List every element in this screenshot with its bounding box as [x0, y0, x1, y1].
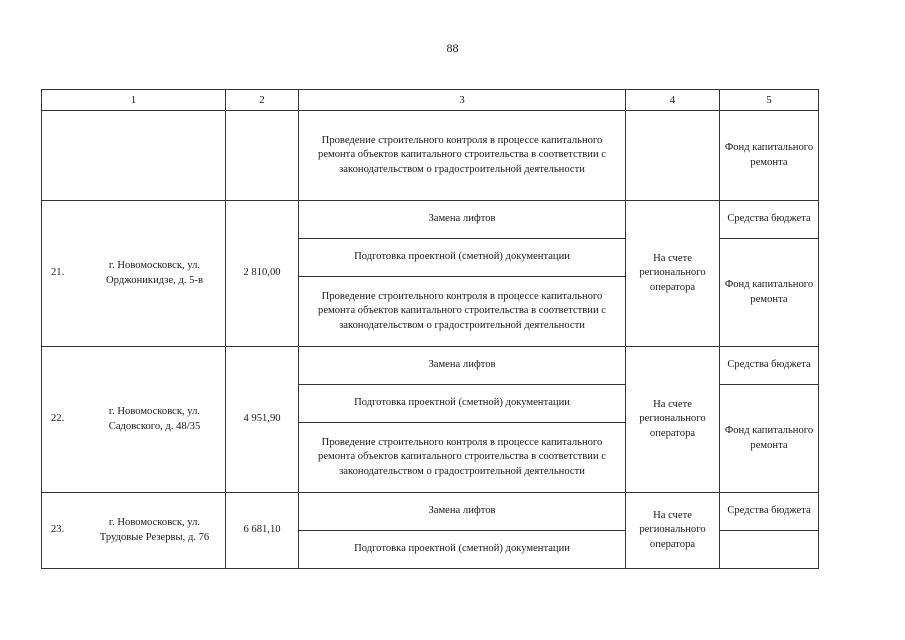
account-cell: На счете регионального оператора: [626, 493, 720, 569]
repair-plan-table: [41, 89, 819, 569]
work-type-cell: Подготовка проектной (сметной) документации: [299, 239, 626, 277]
col-header-2: 2: [226, 90, 299, 111]
area-cell: [226, 111, 299, 201]
funding-source-cell: Фонд капитального ремонта: [720, 111, 819, 201]
area-cell: 2 810,00: [226, 201, 299, 347]
row-number: 23.: [51, 524, 65, 536]
area-cell: 6 681,10: [226, 493, 299, 569]
col-header-5: 5: [720, 90, 819, 111]
address-cell: [42, 347, 226, 493]
table-row: [42, 201, 819, 239]
object-address: г. Новомосковск, ул. Садовского, д. 48/35: [108, 406, 201, 432]
area-cell: 4 951,90: [226, 347, 299, 493]
work-type-cell: Подготовка проектной (сметной) документации: [299, 385, 626, 423]
address-cell: [42, 493, 226, 569]
table-row: [42, 493, 819, 531]
account-cell: На счете регионального оператора: [626, 201, 720, 347]
work-type-cell: Замена лифтов: [299, 201, 626, 239]
work-type-cell: Проведение строительного контроля в процессе капитального ремонта объектов капитального строительства в соответствии с законодательством о градостроительной деятельности: [299, 111, 626, 201]
work-type-cell: Проведение строительного контроля в процессе капитального ремонта объектов капитального строительства в соответствии с законодательством о градостроительной деятельности: [299, 277, 626, 347]
table-row: [42, 111, 819, 201]
work-type-cell: Подготовка проектной (сметной) документации: [299, 531, 626, 569]
object-address: г. Новомосковск, ул. Орджоникидзе, д. 5-в: [106, 260, 203, 286]
funding-source-cell: [720, 531, 819, 569]
row-number: 22.: [51, 413, 65, 425]
work-type-cell: Проведение строительного контроля в процессе капитального ремонта объектов капитального строительства в соответствии с законодательством о градостроительной деятельности: [299, 423, 626, 493]
object-address: г. Новомосковск, ул. Трудовые Резервы, д. 76: [99, 517, 210, 543]
funding-source-cell: Фонд капитального ремонта: [720, 385, 819, 493]
col-header-4: 4: [626, 90, 720, 111]
work-type-cell: Замена лифтов: [299, 493, 626, 531]
table-row: [42, 347, 819, 385]
funding-source-cell: Средства бюджета: [720, 493, 819, 531]
col-header-3: 3: [299, 90, 626, 111]
work-type-cell: Замена лифтов: [299, 347, 626, 385]
funding-source-cell: Средства бюджета: [720, 201, 819, 239]
page-number: 88: [446, 41, 459, 55]
funding-source-cell: Фонд капитального ремонта: [720, 239, 819, 347]
table-header-row: [42, 90, 819, 111]
funding-source-cell: Средства бюджета: [720, 347, 819, 385]
col-header-1: 1: [42, 90, 226, 111]
address-cell: [42, 111, 226, 201]
account-cell: На счете регионального оператора: [626, 347, 720, 493]
account-cell: [626, 111, 720, 201]
row-number: 21.: [51, 267, 65, 279]
address-cell: [42, 201, 226, 347]
